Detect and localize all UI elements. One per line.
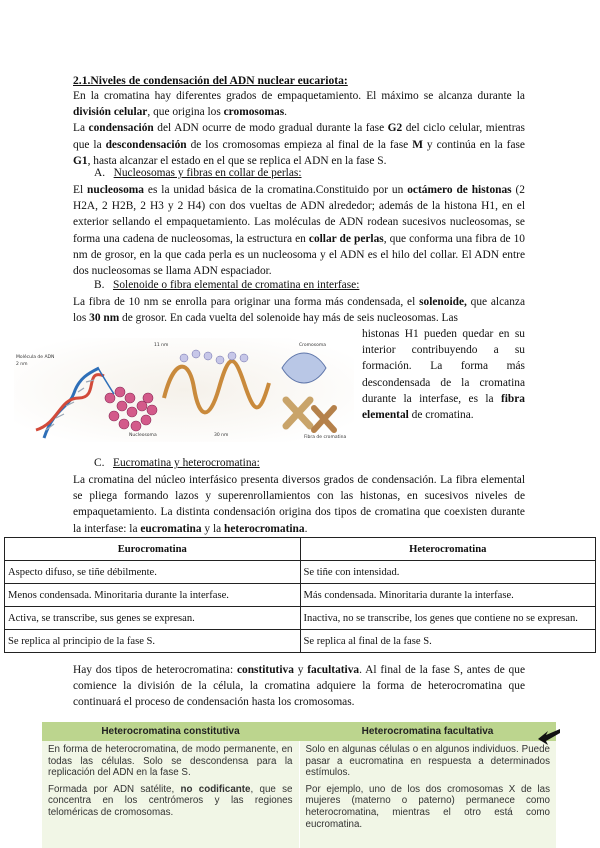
table-row	[5, 607, 596, 630]
chromatin-illustration	[14, 338, 354, 442]
label-fiber: Fibra de cromatina	[304, 435, 347, 440]
intro-paragraph: En la cromatina hay diferentes grados de empaquetamiento. El máximo se alcanza durante la división celular, que origina los cromosomas. La condensación del ADN ocurre de modo gradual durante la fase G2 del ciclo celular, mientras que la descondensación de los cromosomas empieza al final de la fase M y continúa en la fase G1, hasta alcanzar el estado en el que se replica el ADN en la fase S.	[73, 90, 525, 167]
label-dna: Molécula de ADN	[16, 355, 55, 360]
section-c-paragraph: La cromatina del núcleo interfásico presenta diversos grados de condensación. La fibra elemental se pliega formando lazos y superenrollamientos con las histonas, en sucesivos niveles de empaquetamiento. La distinta condensación origina dos tipos de cromatina que coexisten durante la interfase: la eucromatina y la heterocromatina.	[73, 474, 525, 535]
table-cell: Activa, se transcribe, sus genes se expresan.	[5, 607, 301, 630]
table2-header-row	[42, 722, 556, 741]
table-cell: Aspecto difuso, se tiñe débilmente.	[5, 561, 301, 584]
section-b-paragraph-cont: histonas H1 pueden quedar en su interior contribuyendo a su formación. La forma más descondensada de la cromatina durante la interfase, es la fibra elemental de cromatina.	[362, 328, 525, 422]
table-header-euchromatin: Eurocromatina	[5, 538, 301, 561]
table-row	[5, 630, 596, 653]
label-2nm: 2 nm	[16, 362, 28, 367]
table2-body	[42, 741, 556, 848]
label-30nm: 30 nm	[214, 433, 229, 438]
table-cell: Más condensada. Minoritaria durante la interfase.	[300, 584, 596, 607]
table-cell: Se replica al principio de la fase S.	[5, 630, 301, 653]
table-row	[5, 561, 596, 584]
heterochromatin-types-paragraph: Hay dos tipos de heterocromatina: constitutiva y facultativa. Al final de la fase S, antes de que comience la división de la célula, la cromatina adquiere la forma de heterocromatina que continuará el proceso de condensación hasta los cromosomas.	[73, 664, 526, 709]
section-c-heading: C. Eucromatina y heterocromatina:	[94, 457, 260, 469]
table2-facultative-cell	[299, 741, 557, 848]
arrow-icon	[536, 727, 562, 747]
table-cell: Se replica al final de la fase S.	[300, 630, 596, 653]
table-cell: Menos condensada. Minoritaria durante la interfase.	[5, 584, 301, 607]
table2-header-facultative: Heterocromatina facultativa	[361, 726, 494, 737]
heterochromatin-types-table	[42, 722, 556, 848]
section-a-heading: A. Nucleosomas y fibras en collar de perlas:	[94, 167, 302, 179]
table-header-heterochromatin: Heterocromatina	[300, 538, 596, 561]
table-row	[5, 584, 596, 607]
chromatin-comparison-table	[4, 537, 596, 653]
section-title: 2.1.Niveles de condensación del ADN nuclear eucariota:	[73, 74, 348, 87]
table2-text: En forma de heterocromatina, de modo permanente, en todas las células. Solo se descondensa para la replicación del ADN en la fase S.	[48, 744, 293, 779]
table2-text: Formada por ADN satélite, no codificante, que se concentra en los centrómeros y las regiones teloméricas de cromosomas.	[48, 783, 293, 818]
section-b-paragraph: La fibra de 10 nm se enrolla para originar una forma más condensada, el solenoide, que alcanza los 30 nm de grosor. En cada vuelta del solenoide hay más de seis nucleosomas. Las	[73, 296, 525, 325]
label-chromosome: Cromosoma	[299, 343, 327, 348]
section-a-paragraph: El nucleosoma es la unidad básica de la cromatina.Constituido por un octámero de histonas (2 H2A, 2 H2B, 2 H3 y 2 H4) con dos vueltas de ADN alrededor; además de la histona H1, en el exterior sellando el empaquetamiento. Las moléculas de ADN rodean sucesivos nucleosomas, se forma una cadena de nucleosomas, la estructura en collar de perlas, que conforma una fibra de 10 nm de grosor, en la que cada perla es un nucleosoma y el ADN es el hilo del collar. El ADN entre dos nucleosomas se llama ADN espaciador.	[73, 184, 525, 278]
table-cell: Se tiñe con intensidad.	[300, 561, 596, 584]
chromatin-figure	[14, 338, 354, 442]
table2-text: Solo en algunas células o en algunos individuos. Puede pasar a eucromatina en respuesta a determinados estímulos.	[305, 744, 550, 779]
table-header-row	[5, 538, 596, 561]
table2-header-constitutive: Heterocromatina constitutiva	[101, 726, 240, 737]
table2-constitutive-cell	[42, 741, 299, 848]
section-b-heading: B. Solenoide o fibra elemental de cromatina en interfase:	[94, 279, 360, 291]
label-nucleosome: Nucleosoma	[129, 433, 157, 438]
label-11nm: 11 nm	[154, 343, 169, 348]
table-cell: Inactiva, no se transcribe, los genes que contiene no se expresan.	[300, 607, 596, 630]
table2-text: Por ejemplo, uno de los dos cromosomas X de las mujeres (materno o paterno) permanece como heterocromatina, mientras el otro está como eucromatina.	[305, 783, 550, 830]
